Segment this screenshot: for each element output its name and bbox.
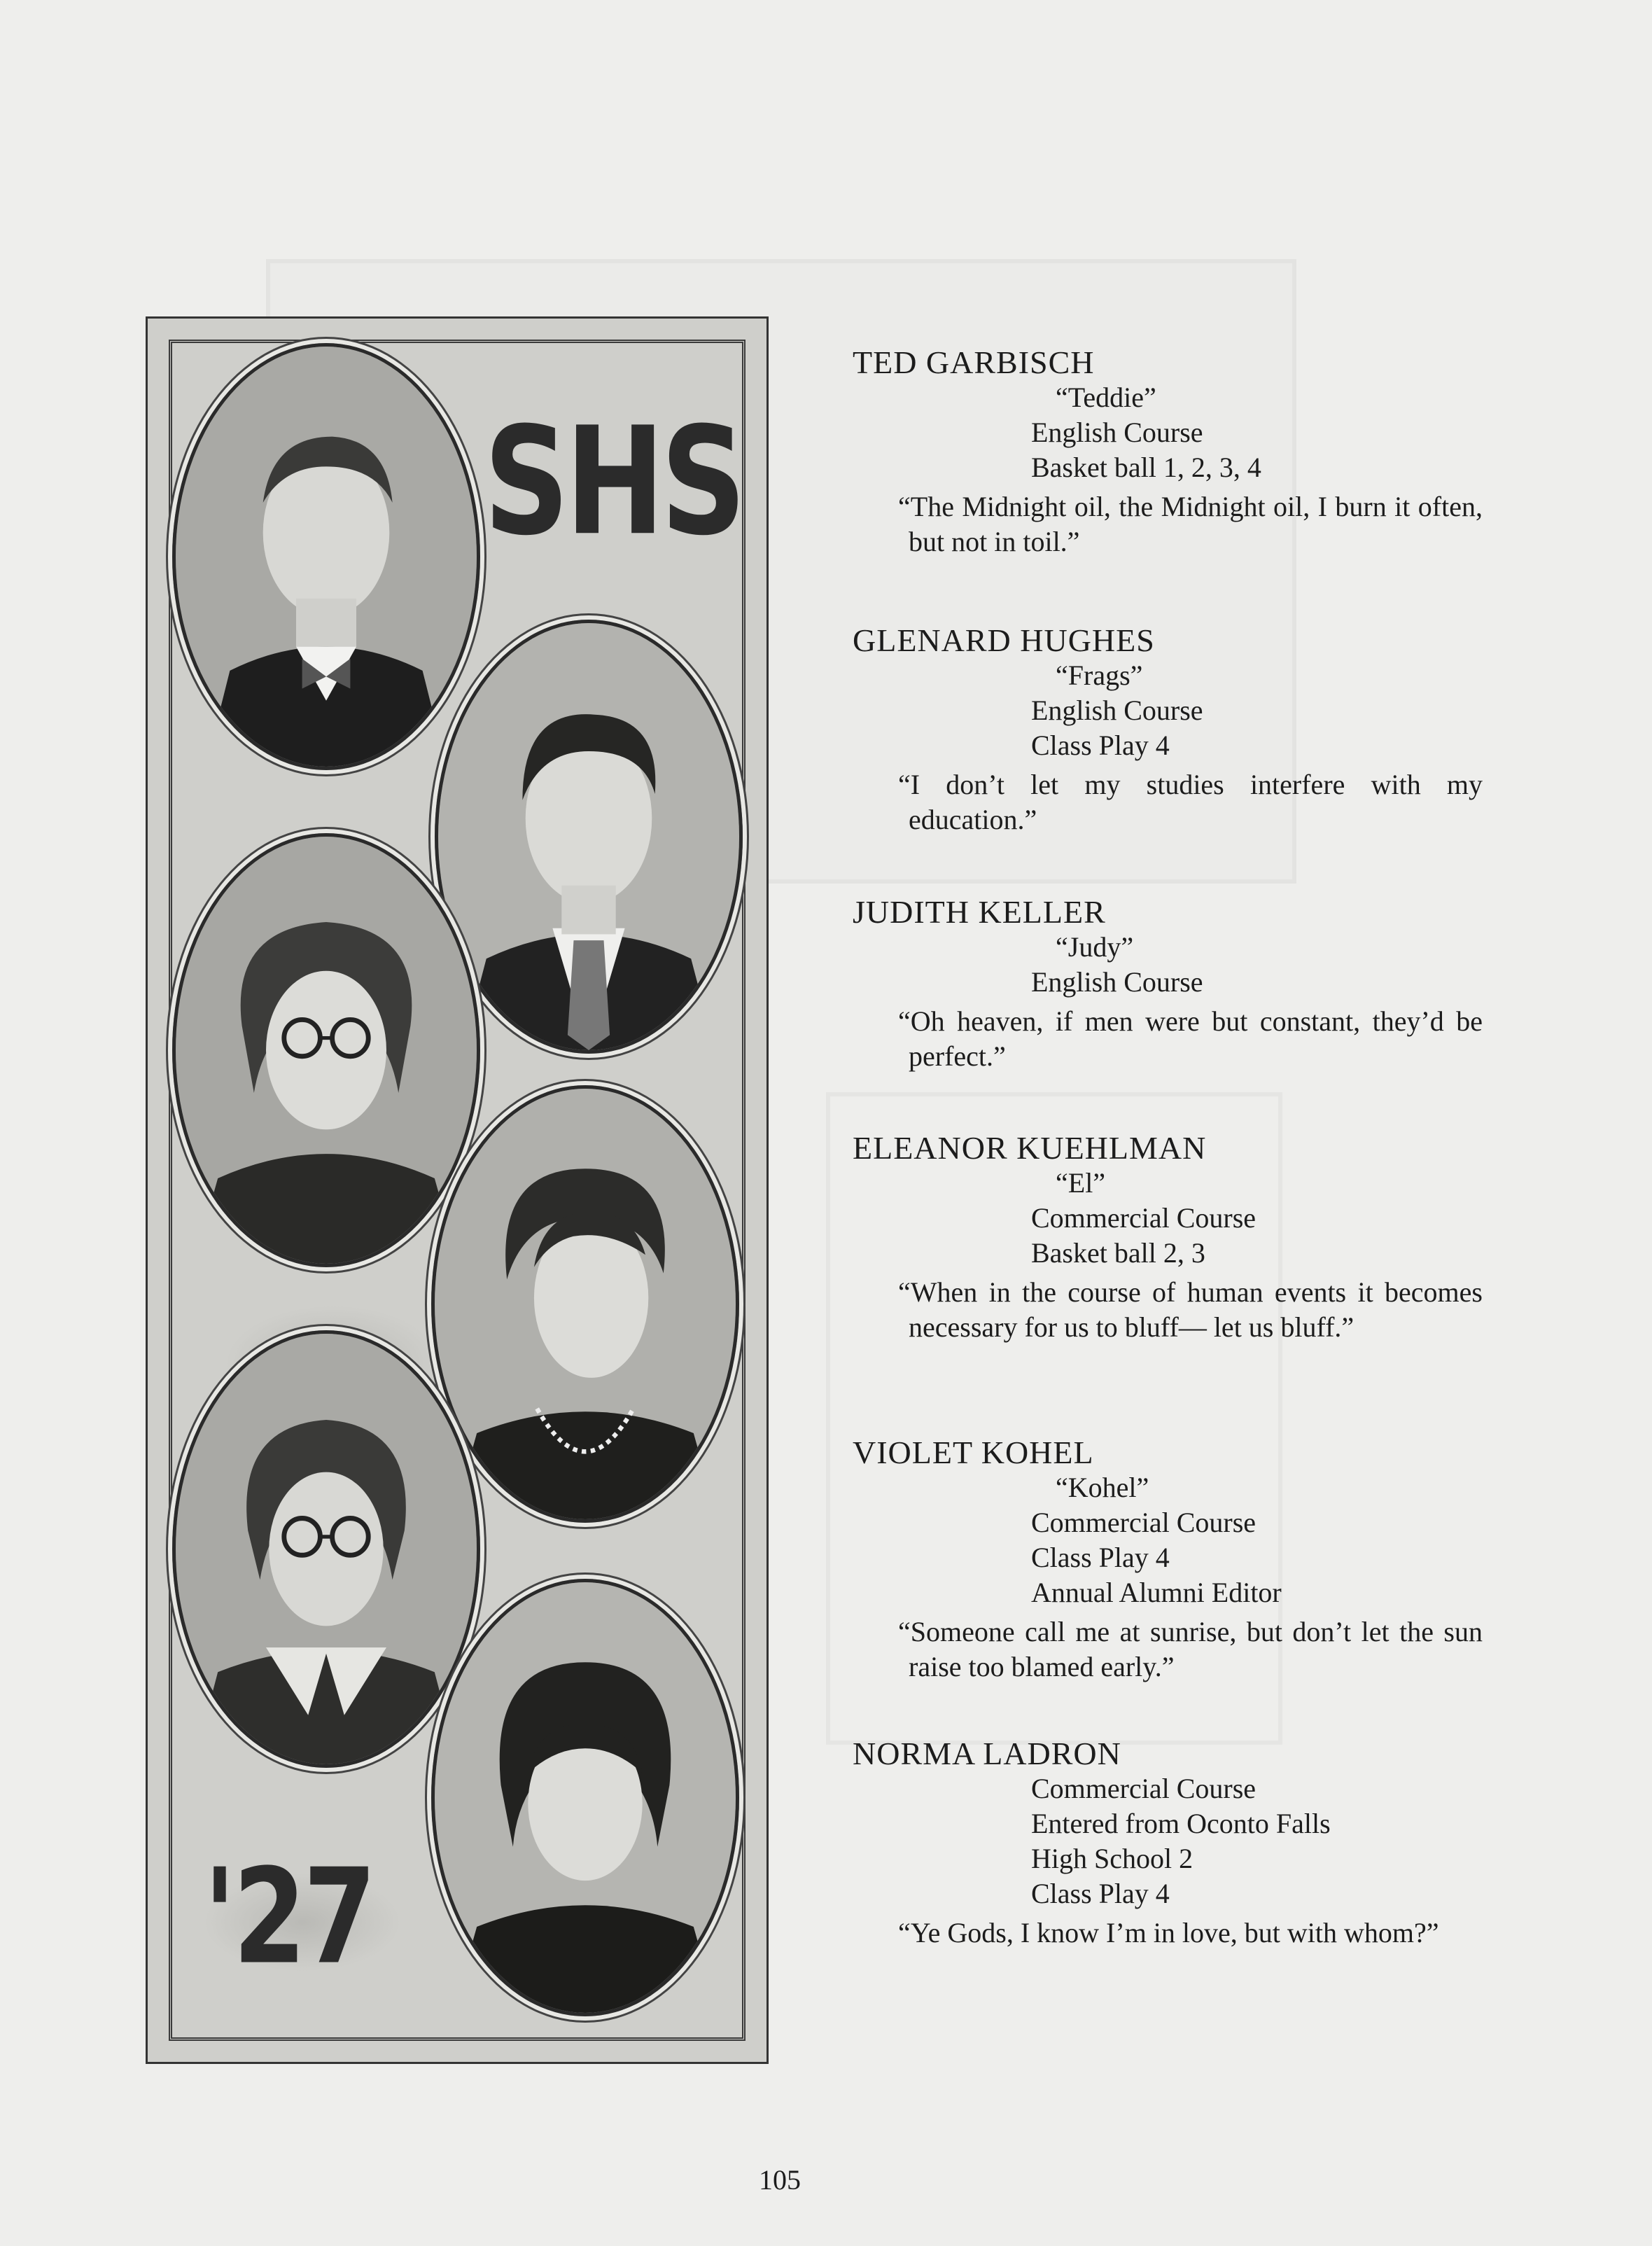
student-detail: Commercial Course [1031,1507,1256,1538]
student-detail: Basket ball 1, 2, 3, 4 [1031,452,1261,483]
student-detail: Basket ball 2, 3 [1031,1237,1205,1269]
student-quote: “Ye Gods, I know I’m in love, but with whom?” [898,1917,1439,1948]
student-detail: English Course [1031,695,1203,726]
senior-entry [853,345,1483,559]
student-detail: Commercial Course [1031,1202,1256,1234]
portrait-woman-bob-icon [431,1579,739,2016]
student-nickname: “El” [1056,1167,1106,1199]
student-detail: Class Play 4 [1031,730,1170,761]
student-detail: English Course [1031,966,1203,998]
student-name: ELEANOR KUEHLMAN [853,1130,1207,1166]
student-name: JUDITH KELLER [853,894,1106,930]
portrait-woman-glasses-2-icon [172,1330,480,1768]
senior-entry [853,1435,1483,1684]
student-quote: “I don’t let my studies interfere with my education.” [898,769,1483,835]
student-quote: “The Midnight oil, the Midnight oil, I burn it often, but not in toil.” [898,491,1483,557]
portrait-man-tie-icon [435,620,743,1054]
student-detail: Class Play 4 [1031,1542,1170,1573]
student-nickname: “Kohel” [1056,1472,1149,1503]
senior-entry [853,623,1483,837]
student-name: TED GARBISCH [853,344,1095,380]
student-detail: High School 2 [1031,1843,1194,1874]
student-detail: Commercial Course [1031,1773,1256,1804]
student-detail: Annual Alumni Editor [1031,1577,1282,1608]
student-name: VIOLET KOHEL [853,1435,1094,1470]
shs-emblem: SHS [484,396,743,569]
bleed-through-heading [546,161,566,250]
class-year-emblem: '27 [204,1841,374,1994]
page-number: 105 [759,2164,801,2196]
portrait-woman-pearls-icon [431,1085,739,1523]
student-quote: “When in the course of human events it becomes necessary for us to bluff— let us bluff.” [898,1276,1483,1343]
student-nickname: “Judy” [1056,931,1134,963]
portrait-panel [146,316,769,2064]
portrait-woman-glasses-icon [172,833,480,1267]
senior-entry [853,895,1483,1074]
student-quote: “Oh heaven, if men were but constant, they’d be perfect.” [898,1005,1483,1072]
student-nickname: “Teddie” [1056,382,1156,413]
student-quote: “Someone call me at sunrise, but don’t let the sun raise too blamed early.” [898,1616,1483,1682]
senior-entry [853,1736,1483,1951]
student-detail: Class Play 4 [1031,1878,1170,1909]
student-detail: English Course [1031,417,1203,448]
student-name: GLENARD HUGHES [853,622,1155,658]
student-detail: Entered from Oconto Falls [1031,1808,1331,1839]
portrait-man-bowtie-icon [172,343,480,770]
senior-entry [853,1131,1483,1345]
student-name: NORMA LADRON [853,1736,1121,1771]
student-nickname: “Frags” [1056,660,1143,691]
